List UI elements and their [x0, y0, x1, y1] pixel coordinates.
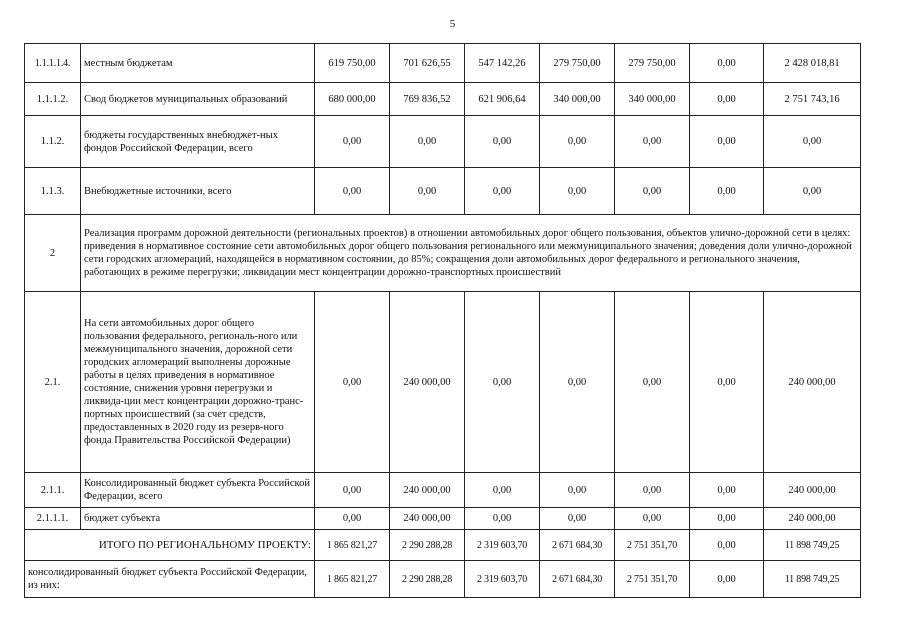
- row-value: 0,00: [315, 292, 390, 473]
- row-value: 2 671 684,30: [540, 561, 615, 598]
- row-name: местным бюджетам: [81, 44, 315, 83]
- row-value: 340 000,00: [615, 83, 690, 116]
- row-value: 0,00: [615, 292, 690, 473]
- row-name: Свод бюджетов муниципальных образований: [81, 83, 315, 116]
- row-total: 2 751 743,16: [764, 83, 861, 116]
- row-value: 1 865 821,27: [315, 561, 390, 598]
- row-value: 0,00: [690, 508, 764, 530]
- table-row: [25, 83, 861, 116]
- row-value: 621 906,64: [465, 83, 540, 116]
- row-value: 0,00: [315, 508, 390, 530]
- row-name: Внебюджетные источники, всего: [81, 168, 315, 215]
- row-value: 0,00: [540, 292, 615, 473]
- row-value: 240 000,00: [390, 508, 465, 530]
- table-row: [25, 292, 861, 473]
- row-value: 680 000,00: [315, 83, 390, 116]
- row-value: 0,00: [465, 473, 540, 508]
- row-value: 279 750,00: [540, 44, 615, 83]
- row-name: бюджеты государственных внебюджет-ных фондов Российской Федерации, всего: [81, 116, 315, 168]
- row-total: 11 898 749,25: [764, 561, 861, 598]
- row-total: 240 000,00: [764, 292, 861, 473]
- row-value: 0,00: [615, 473, 690, 508]
- row-total: 0,00: [764, 168, 861, 215]
- row-value: 619 750,00: [315, 44, 390, 83]
- total-value: 2 671 684,30: [540, 530, 615, 561]
- row-value: 0,00: [390, 116, 465, 168]
- row-code: 1.1.3.: [25, 168, 81, 215]
- row-name: бюджет субъекта: [81, 508, 315, 530]
- section-code: 2: [25, 215, 81, 292]
- row-value: 769 836,52: [390, 83, 465, 116]
- row-value: 0,00: [465, 508, 540, 530]
- row-value: 2 290 288,28: [390, 561, 465, 598]
- section-row: [25, 215, 861, 292]
- row-value: 0,00: [690, 473, 764, 508]
- row-value: 0,00: [615, 508, 690, 530]
- row-value: 0,00: [465, 292, 540, 473]
- row-total: 2 428 018,81: [764, 44, 861, 83]
- section-text: Реализация программ дорожной деятельности (региональных проектов) в отношении автомобильных дорог общего пользования, объектов улично-дорожной сети в целях: приведения в нормативное состояние сети автомобильных дорог общего пользования регионального или межмуниципального значения; доведения доли улично-дорожной сети городских агломераций, находящейся в нормативном состоянии, до 85%; сокращения доли автомобильных дорог федерального и регионального значения, работающих в режиме перегрузки; ликвидации мест концентрации дорожно-транспортных происшествий: [81, 215, 861, 292]
- total-label: ИТОГО ПО РЕГИОНАЛЬНОМУ ПРОЕКТУ:: [25, 530, 315, 561]
- row-name: консолидированный бюджет субъекта Российской Федерации, из них:: [25, 561, 315, 598]
- total-value: 2 751 351,70: [615, 530, 690, 561]
- row-value: 0,00: [540, 508, 615, 530]
- budget-table: [24, 43, 861, 598]
- table-row: [25, 473, 861, 508]
- row-value: 0,00: [615, 168, 690, 215]
- table-row: [25, 116, 861, 168]
- row-total: 0,00: [764, 116, 861, 168]
- row-value: 0,00: [540, 473, 615, 508]
- table-row: [25, 508, 861, 530]
- row-code: 2.1.: [25, 292, 81, 473]
- row-value: 0,00: [465, 116, 540, 168]
- row-value: 0,00: [690, 116, 764, 168]
- total-grand-value: 11 898 749,25: [764, 530, 861, 561]
- row-code: 1.1.1.1.4.: [25, 44, 81, 83]
- row-value: 2 751 351,70: [615, 561, 690, 598]
- row-value: 0,00: [690, 292, 764, 473]
- row-name: На сети автомобильных дорог общего пользования федерального, региональ-ного или межмуниципального значения, дорожной сети городских агломераций выполнены дорожные работы в целях приведения в нормативное состояние, снижения уровня перегрузки и ликвида-ции мест концентрации дорожно-транс-портных происшествий (за счет средств, предоставленных в 2020 году из резерв-ного фонда Правительства Российской Федерации): [81, 292, 315, 473]
- table-row: [25, 168, 861, 215]
- row-value: 701 626,55: [390, 44, 465, 83]
- table-row: [25, 44, 861, 83]
- page-number: 5: [449, 18, 456, 30]
- row-value: 0,00: [315, 168, 390, 215]
- row-total: 240 000,00: [764, 473, 861, 508]
- row-value: 0,00: [690, 44, 764, 83]
- table-row: [25, 561, 861, 598]
- row-code: 2.1.1.: [25, 473, 81, 508]
- row-value: 547 142,26: [465, 44, 540, 83]
- row-value: 0,00: [540, 116, 615, 168]
- row-value: 0,00: [465, 168, 540, 215]
- row-value: 0,00: [315, 473, 390, 508]
- total-value: 2 319 603,70: [465, 530, 540, 561]
- row-value: 0,00: [690, 83, 764, 116]
- total-value: 1 865 821,27: [315, 530, 390, 561]
- row-code: 1.1.2.: [25, 116, 81, 168]
- row-value: 240 000,00: [390, 473, 465, 508]
- row-value: 340 000,00: [540, 83, 615, 116]
- total-value: 0,00: [690, 530, 764, 561]
- row-value: 0,00: [690, 168, 764, 215]
- row-name: Консолидированный бюджет субъекта Российской Федерации, всего: [81, 473, 315, 508]
- row-code: 2.1.1.1.: [25, 508, 81, 530]
- row-value: 0,00: [615, 116, 690, 168]
- total-row: [25, 530, 861, 561]
- total-value: 2 290 288,28: [390, 530, 465, 561]
- row-value: 240 000,00: [390, 292, 465, 473]
- row-value: 279 750,00: [615, 44, 690, 83]
- row-code: 1.1.1.2.: [25, 83, 81, 116]
- row-value: 0,00: [315, 116, 390, 168]
- row-total: 240 000,00: [764, 508, 861, 530]
- row-value: 0,00: [540, 168, 615, 215]
- row-value: 0,00: [390, 168, 465, 215]
- row-value: 2 319 603,70: [465, 561, 540, 598]
- row-value: 0,00: [690, 561, 764, 598]
